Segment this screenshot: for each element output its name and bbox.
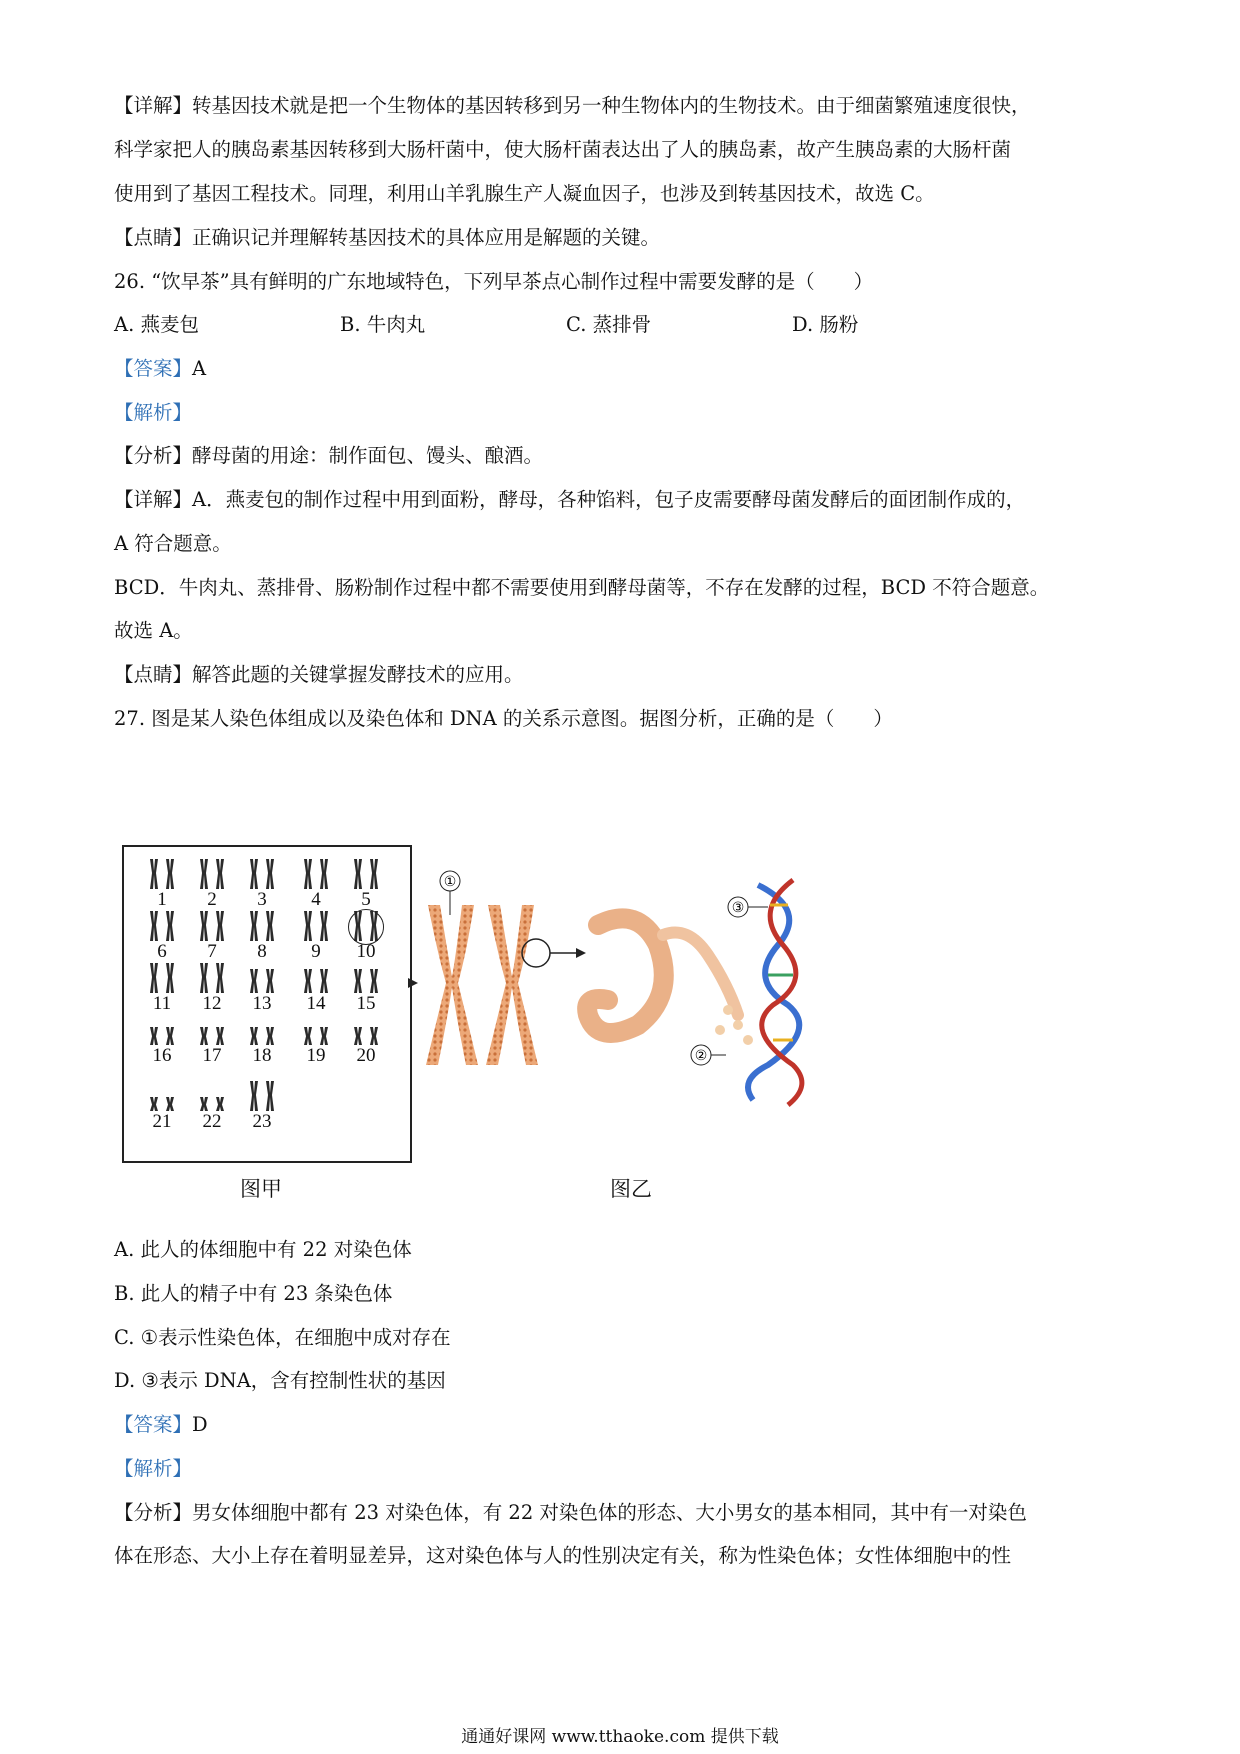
- comment-line: 【点睛】解答此题的关键掌握发酵技术的应用。: [114, 663, 524, 686]
- chromosome-pair-icon: [292, 857, 340, 891]
- label-2: ②: [694, 1048, 708, 1064]
- chromosome-pair-icon: [138, 1013, 186, 1047]
- chromosome-pair-icon: [188, 961, 236, 995]
- karyotype-number: 14: [306, 993, 326, 1014]
- chromosome-pair-icon: [238, 857, 286, 891]
- chromosome-pair-icon: [188, 1013, 236, 1047]
- comment-line: 【点睛】正确识记并理解转基因技术的具体应用是解题的关键。: [114, 226, 661, 249]
- karyotype-pair-8: [238, 909, 286, 963]
- karyotype-pair-12: [188, 961, 236, 1015]
- dna-helix-icon: [748, 880, 802, 1105]
- option-c: C. ①表示性染色体，在细胞中成对存在: [114, 1326, 451, 1349]
- chromosome-pair-icon: [138, 1079, 186, 1113]
- karyotype-number: 21: [152, 1111, 172, 1132]
- analysis-line: 【分析】男女体细胞中都有 23 对染色体，有 22 对染色体的形态、大小男女的基本相同，其中有一对染色: [114, 1501, 1027, 1524]
- analysis-line: 【分析】酵母菌的用途：制作面包、馒头、酿酒。: [114, 444, 544, 467]
- karyotype-pair-10: [342, 909, 390, 963]
- arrow-head: [576, 948, 586, 958]
- karyotype-number: 10: [356, 941, 376, 962]
- chromosome-pair-icon: [238, 1013, 286, 1047]
- karyotype-pair-15: [342, 961, 390, 1015]
- karyotype-number: 13: [252, 993, 272, 1014]
- karyotype-number: 8: [257, 941, 267, 962]
- chromosome-pair-icon: [342, 1013, 390, 1047]
- chromosome-pair-icon: [238, 961, 286, 995]
- page-footer: 通通好课网 www.tthaoke.com 提供下载: [461, 1727, 779, 1747]
- detail-paragraph-line: 科学家把人的胰岛素基因转移到大肠杆菌中，使大肠杆菌表达出了人的胰岛素，故产生胰岛素的大肠杆菌: [114, 138, 1012, 161]
- question-27: 27. 图是某人染色体组成以及染色体和 DNA 的关系示意图。据图分析，正确的是（ ）: [114, 707, 893, 730]
- karyotype-number: 11: [152, 993, 172, 1014]
- question-26: 26. “饮早茶”具有鲜明的广东地域特色，下列早茶点心制作过程中需要发酵的是（ ）: [114, 270, 874, 293]
- karyotype-pair-1: [138, 857, 186, 911]
- karyotype-number: 17: [202, 1045, 222, 1066]
- coiled-chromatin-icon: [587, 918, 753, 1045]
- karyotype-pair-19: [292, 1013, 340, 1067]
- answer-value: A: [192, 357, 207, 380]
- chromosome-dna-diagram: [408, 865, 828, 1125]
- karyotype-number: 9: [311, 941, 321, 962]
- answer-27: [114, 1411, 1134, 1439]
- karyotype-number: 23: [252, 1111, 272, 1132]
- chromosome-pair-icon: [188, 1079, 236, 1113]
- x-chromosome-icon: [486, 905, 538, 1065]
- karyotype-pair-20: [342, 1013, 390, 1067]
- karyotype-number: 19: [306, 1045, 326, 1066]
- answer-tag: 【答案】: [114, 1413, 193, 1436]
- karyotype-pair-5: [342, 857, 390, 911]
- chromosome-pair-icon: [188, 909, 236, 943]
- karyotype-number: 1: [157, 889, 167, 910]
- karyotype-pair-23: [238, 1079, 286, 1133]
- karyotype-pair-13: [238, 961, 286, 1015]
- answer-tag: 【答案】: [114, 357, 193, 380]
- answer-value: D: [192, 1413, 208, 1436]
- karyotype-pair-3: [238, 857, 286, 911]
- karyotype-number: 5: [361, 889, 371, 910]
- option-b: B. 牛肉丸: [340, 313, 426, 336]
- karyotype-pair-16: [138, 1013, 186, 1067]
- option-a: A. 燕麦包: [114, 313, 199, 336]
- option-d: D. 肠粉: [792, 313, 859, 336]
- karyotype-pair-9: [292, 909, 340, 963]
- detail-paragraph-line: 【详解】转基因技术就是把一个生物体的基因转移到另一种生物体内的生物技术。由于细菌繁殖速度很快，: [114, 94, 1031, 117]
- option-c: C. 蒸排骨: [566, 313, 652, 336]
- answer-26: [114, 355, 1134, 383]
- karyotype-number: 16: [152, 1045, 172, 1066]
- chromosome-pair-icon: [342, 961, 390, 995]
- karyotype-pair-7: [188, 909, 236, 963]
- caption-right: 图乙: [610, 1177, 652, 1201]
- karyotype-number: 6: [157, 941, 167, 962]
- analysis-tag: 【解析】: [114, 401, 193, 424]
- karyotype-pair-6: [138, 909, 186, 963]
- chromosome-figure: [118, 845, 838, 1205]
- label-3: ③: [731, 900, 745, 916]
- karyotype-pair-2: [188, 857, 236, 911]
- karyotype-pair-21: [138, 1079, 186, 1133]
- karyotype-pair-22: [188, 1079, 236, 1133]
- chromosome-pair-icon: [292, 1013, 340, 1047]
- chromosome-pair-icon: [138, 857, 186, 891]
- label-1: ①: [443, 874, 457, 890]
- option-b: B. 此人的精子中有 23 条染色体: [114, 1282, 393, 1305]
- choice-line: 故选 A。: [114, 619, 193, 642]
- zoom-circle: [522, 939, 550, 967]
- karyotype-number: 12: [202, 993, 222, 1014]
- karyotype-number: 22: [202, 1111, 222, 1132]
- detail-line: BCD．牛肉丸、蒸排骨、肠粉制作过程中都不需要使用到酵母菌等，不存在发酵的过程，BCD 不符合题意。: [114, 576, 1050, 599]
- karyotype-pair-11: [138, 961, 186, 1015]
- karyotype-number: 3: [257, 889, 267, 910]
- chromosome-pair-icon: [138, 961, 186, 995]
- analysis-tag: 【解析】: [114, 1457, 193, 1480]
- karyotype-number: 7: [207, 941, 217, 962]
- chromosome-pair-icon: [188, 857, 236, 891]
- chromosome-pair-icon: [292, 909, 340, 943]
- karyotype-pair-17: [188, 1013, 236, 1067]
- karyotype-number: 15: [356, 993, 376, 1014]
- arrow-head: [408, 978, 418, 988]
- detail-paragraph-line: 使用到了基因工程技术。同理，利用山羊乳腺生产人凝血因子，也涉及到转基因技术，故选 C。: [114, 182, 935, 205]
- x-chromosome-icon: [426, 905, 478, 1065]
- analysis-line: 体在形态、大小上存在着明显差异，这对染色体与人的性别决定有关，称为性染色体；女性体细胞中的性: [114, 1544, 1012, 1567]
- karyotype-panel: [122, 845, 412, 1163]
- chromosome-pair-icon: [292, 961, 340, 995]
- karyotype-pair-14: [292, 961, 340, 1015]
- caption-left: 图甲: [240, 1177, 282, 1201]
- detail-line: 【详解】A．燕麦包的制作过程中用到面粉，酵母，各种馅料，包子皮需要酵母菌发酵后的面团制作成的，: [114, 488, 1026, 511]
- chromosome-pair-icon: [342, 857, 390, 891]
- karyotype-pair-18: [238, 1013, 286, 1067]
- chromosome-pair-icon: [238, 1079, 286, 1113]
- chromosome-pair-icon: [138, 909, 186, 943]
- karyotype-number: 4: [311, 889, 321, 910]
- chromosome-pair-icon: [238, 909, 286, 943]
- option-d: D. ③表示 DNA，含有控制性状的基因: [114, 1369, 446, 1392]
- option-a: A. 此人的体细胞中有 22 对染色体: [114, 1238, 412, 1261]
- detail-line: A 符合题意。: [114, 532, 232, 555]
- karyotype-number: 20: [356, 1045, 376, 1066]
- karyotype-number: 18: [252, 1045, 272, 1066]
- karyotype-number: 2: [207, 889, 217, 910]
- highlight-circle: [348, 909, 384, 945]
- karyotype-pair-4: [292, 857, 340, 911]
